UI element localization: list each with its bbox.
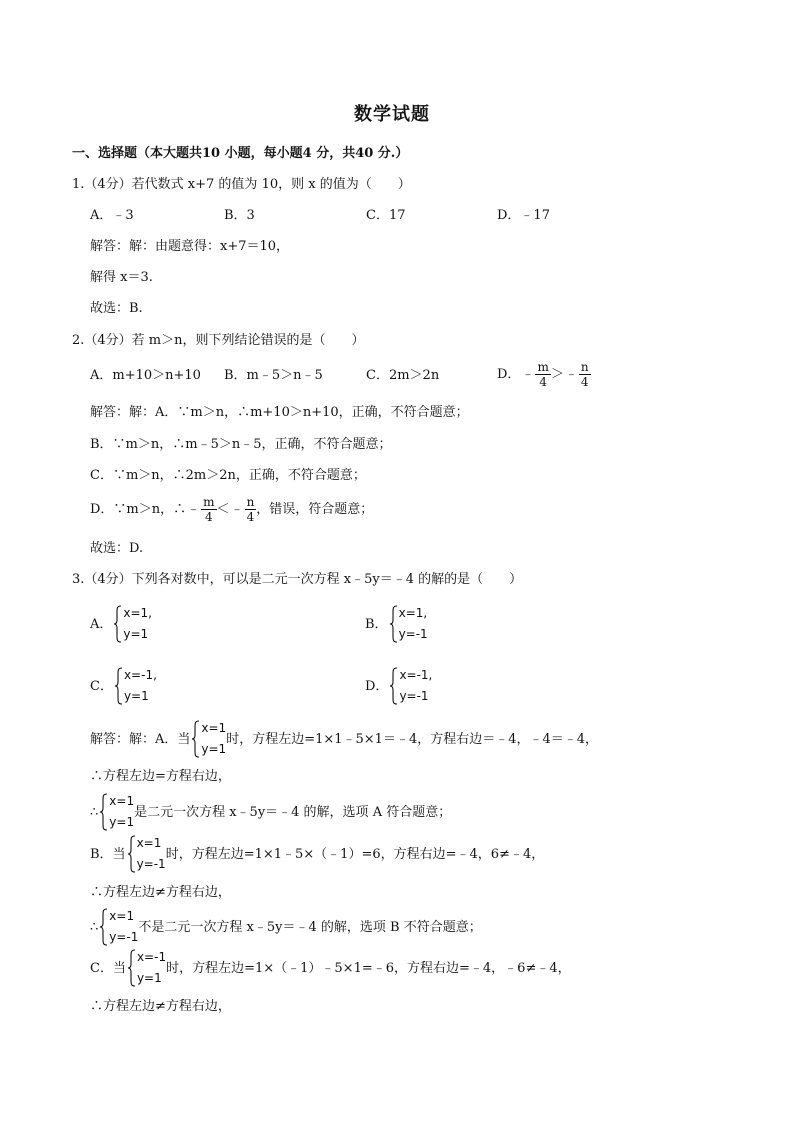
fraction (535, 361, 550, 388)
equation-row: x=-1, (399, 668, 433, 682)
text: ∴ (90, 804, 99, 820)
equation-row: x=1, (398, 606, 428, 620)
q2-solution-b: B．∵m＞n，∴m﹣5＞n﹣5，正确，不符合题意； (90, 437, 392, 452)
section-heading: 一、选择题（本大题共10 小题，每小题4 分，共40 分.） (72, 146, 409, 161)
equation-row: x=1 (109, 794, 135, 808)
equation-system (114, 667, 157, 705)
relation-sign: ＞ (550, 367, 564, 382)
q3-solution-line: ∴方程左边≠方程右边， (90, 999, 231, 1014)
q2-answer: 故选：D. (90, 541, 144, 556)
q3-solution-a (90, 720, 599, 758)
q2-solution-a: 解答：解：A．∵m＞n，∴m+10＞n+10，正确，不符合题意； (90, 405, 469, 420)
brace-icon (389, 667, 398, 705)
text: 时，方程左边=1×1﹣5×（﹣1）=6，方程右边=﹣4，6≠﹣4， (165, 846, 545, 862)
equation-system (191, 720, 226, 758)
q2-option-d (497, 361, 591, 388)
fraction (201, 496, 216, 523)
text: C．当 (90, 960, 126, 976)
option-label: C． (90, 678, 113, 694)
relation-sign: ＜ (216, 502, 230, 517)
denominator: 4 (580, 375, 589, 389)
fraction (579, 361, 591, 388)
equation-system (389, 667, 432, 705)
q1-answer: 故选：B. (90, 301, 143, 316)
equation-row: x=-1, (123, 668, 157, 682)
brace-icon (113, 605, 122, 643)
q3-solution-line (90, 793, 452, 831)
equation-system (99, 908, 138, 946)
equation-row: x=-1 (136, 950, 167, 964)
equation-system (127, 835, 166, 873)
option-label: B． (365, 616, 388, 632)
text: 时，方程左边=1×1﹣5×1＝﹣4，方程右边＝﹣4，﹣4＝﹣4， (226, 731, 599, 747)
q3-solution-line (90, 908, 483, 946)
equation-system (127, 949, 166, 987)
q3-solution-line: ∴方程左边≠方程右边， (90, 885, 231, 900)
equation-row: y=1 (201, 742, 227, 756)
q3-option-c (90, 667, 157, 705)
numerator: n (580, 360, 589, 374)
brace-icon (99, 793, 108, 831)
q1-solution-line: 解得 x＝3. (90, 270, 153, 285)
brace-icon (99, 908, 108, 946)
brace-icon (127, 835, 136, 873)
numerator: m (537, 360, 549, 374)
q3-solution-b (90, 835, 545, 873)
text: 是二元一次方程 x﹣5y＝﹣4 的解，选项 A 符合题意； (134, 804, 452, 820)
numerator: n (246, 495, 255, 509)
q1-option-a: A．﹣3 (90, 208, 134, 223)
page-title: 数学试题 (354, 104, 430, 125)
equation-system (113, 605, 152, 643)
option-label: A． (90, 616, 113, 632)
minus-sign: ﹣ (230, 502, 244, 517)
option-label: D． (365, 678, 389, 694)
brace-icon (114, 667, 123, 705)
option-label: D． (497, 367, 521, 382)
equation-row: y=-1 (399, 689, 429, 703)
text: ∴ (90, 919, 99, 935)
minus-sign: ﹣ (187, 502, 201, 517)
q2-option-c: C．2m＞2n (366, 368, 440, 383)
q2-solution-d (90, 496, 374, 523)
minus-sign: ﹣ (564, 367, 578, 382)
denominator: 4 (246, 510, 255, 524)
denominator: 4 (205, 510, 213, 524)
equation-row: y=1 (123, 689, 149, 703)
equation-row: y=1 (136, 971, 162, 985)
numerator: m (203, 495, 215, 509)
text: 解答：解：A．当 (90, 731, 191, 747)
equation-row: x=1 (136, 836, 162, 850)
fraction (245, 496, 257, 523)
text: ，错误，符合题意； (256, 502, 374, 517)
text: 不是二元一次方程 x﹣5y＝﹣4 的解，选项 B 不符合题意； (138, 919, 482, 935)
q3-solution-line: ∴方程左边=方程右边， (90, 769, 231, 784)
denominator: 4 (539, 375, 547, 389)
brace-icon (127, 949, 136, 987)
text: D．∵m＞n，∴ (90, 502, 187, 517)
q3-stem: 3.（4分）下列各对数中，可以是二元一次方程 x﹣5y＝﹣4 的解的是（ ） (72, 572, 523, 587)
q2-solution-c: C．∵m＞n，∴2m＞2n，正确，不符合题意； (90, 468, 366, 483)
equation-row: y=-1 (398, 627, 428, 641)
q1-option-d: D．﹣17 (497, 208, 550, 223)
equation-system (99, 793, 134, 831)
equation-row: x=1, (123, 606, 152, 620)
q1-solution-line: 解答：解：由题意得：x+7＝10， (90, 239, 290, 254)
q1-option-c: C．17 (366, 208, 406, 223)
brace-icon (389, 605, 398, 643)
q3-option-b (365, 605, 428, 643)
q2-option-a: A．m+10＞n+10 (90, 368, 201, 383)
equation-row: x=1 (109, 909, 135, 923)
q1-stem: 1.（4分）若代数式 x+7 的值为 10，则 x 的值为（ ） (72, 177, 411, 192)
q2-stem: 2.（4分）若 m＞n，则下列结论错误的是（ ） (72, 333, 365, 348)
equation-row: y=1 (109, 815, 135, 829)
equation-system (389, 605, 428, 643)
q2-option-b: B．m﹣5＞n﹣5 (224, 368, 323, 383)
equation-row: y=1 (123, 627, 149, 641)
brace-icon (191, 720, 200, 758)
text: B．当 (90, 846, 126, 862)
equation-row: x=1 (201, 721, 227, 735)
q3-option-a (90, 605, 152, 643)
q3-solution-c (90, 949, 572, 987)
minus-sign: ﹣ (521, 367, 535, 382)
q1-option-b: B．3 (224, 208, 255, 223)
text: 时，方程左边=1×（﹣1）﹣5×1=﹣6，方程右边=﹣4，﹣6≠﹣4， (166, 960, 571, 976)
equation-row: y=-1 (136, 857, 166, 871)
equation-row: y=-1 (109, 930, 139, 944)
q3-option-d (365, 667, 432, 705)
